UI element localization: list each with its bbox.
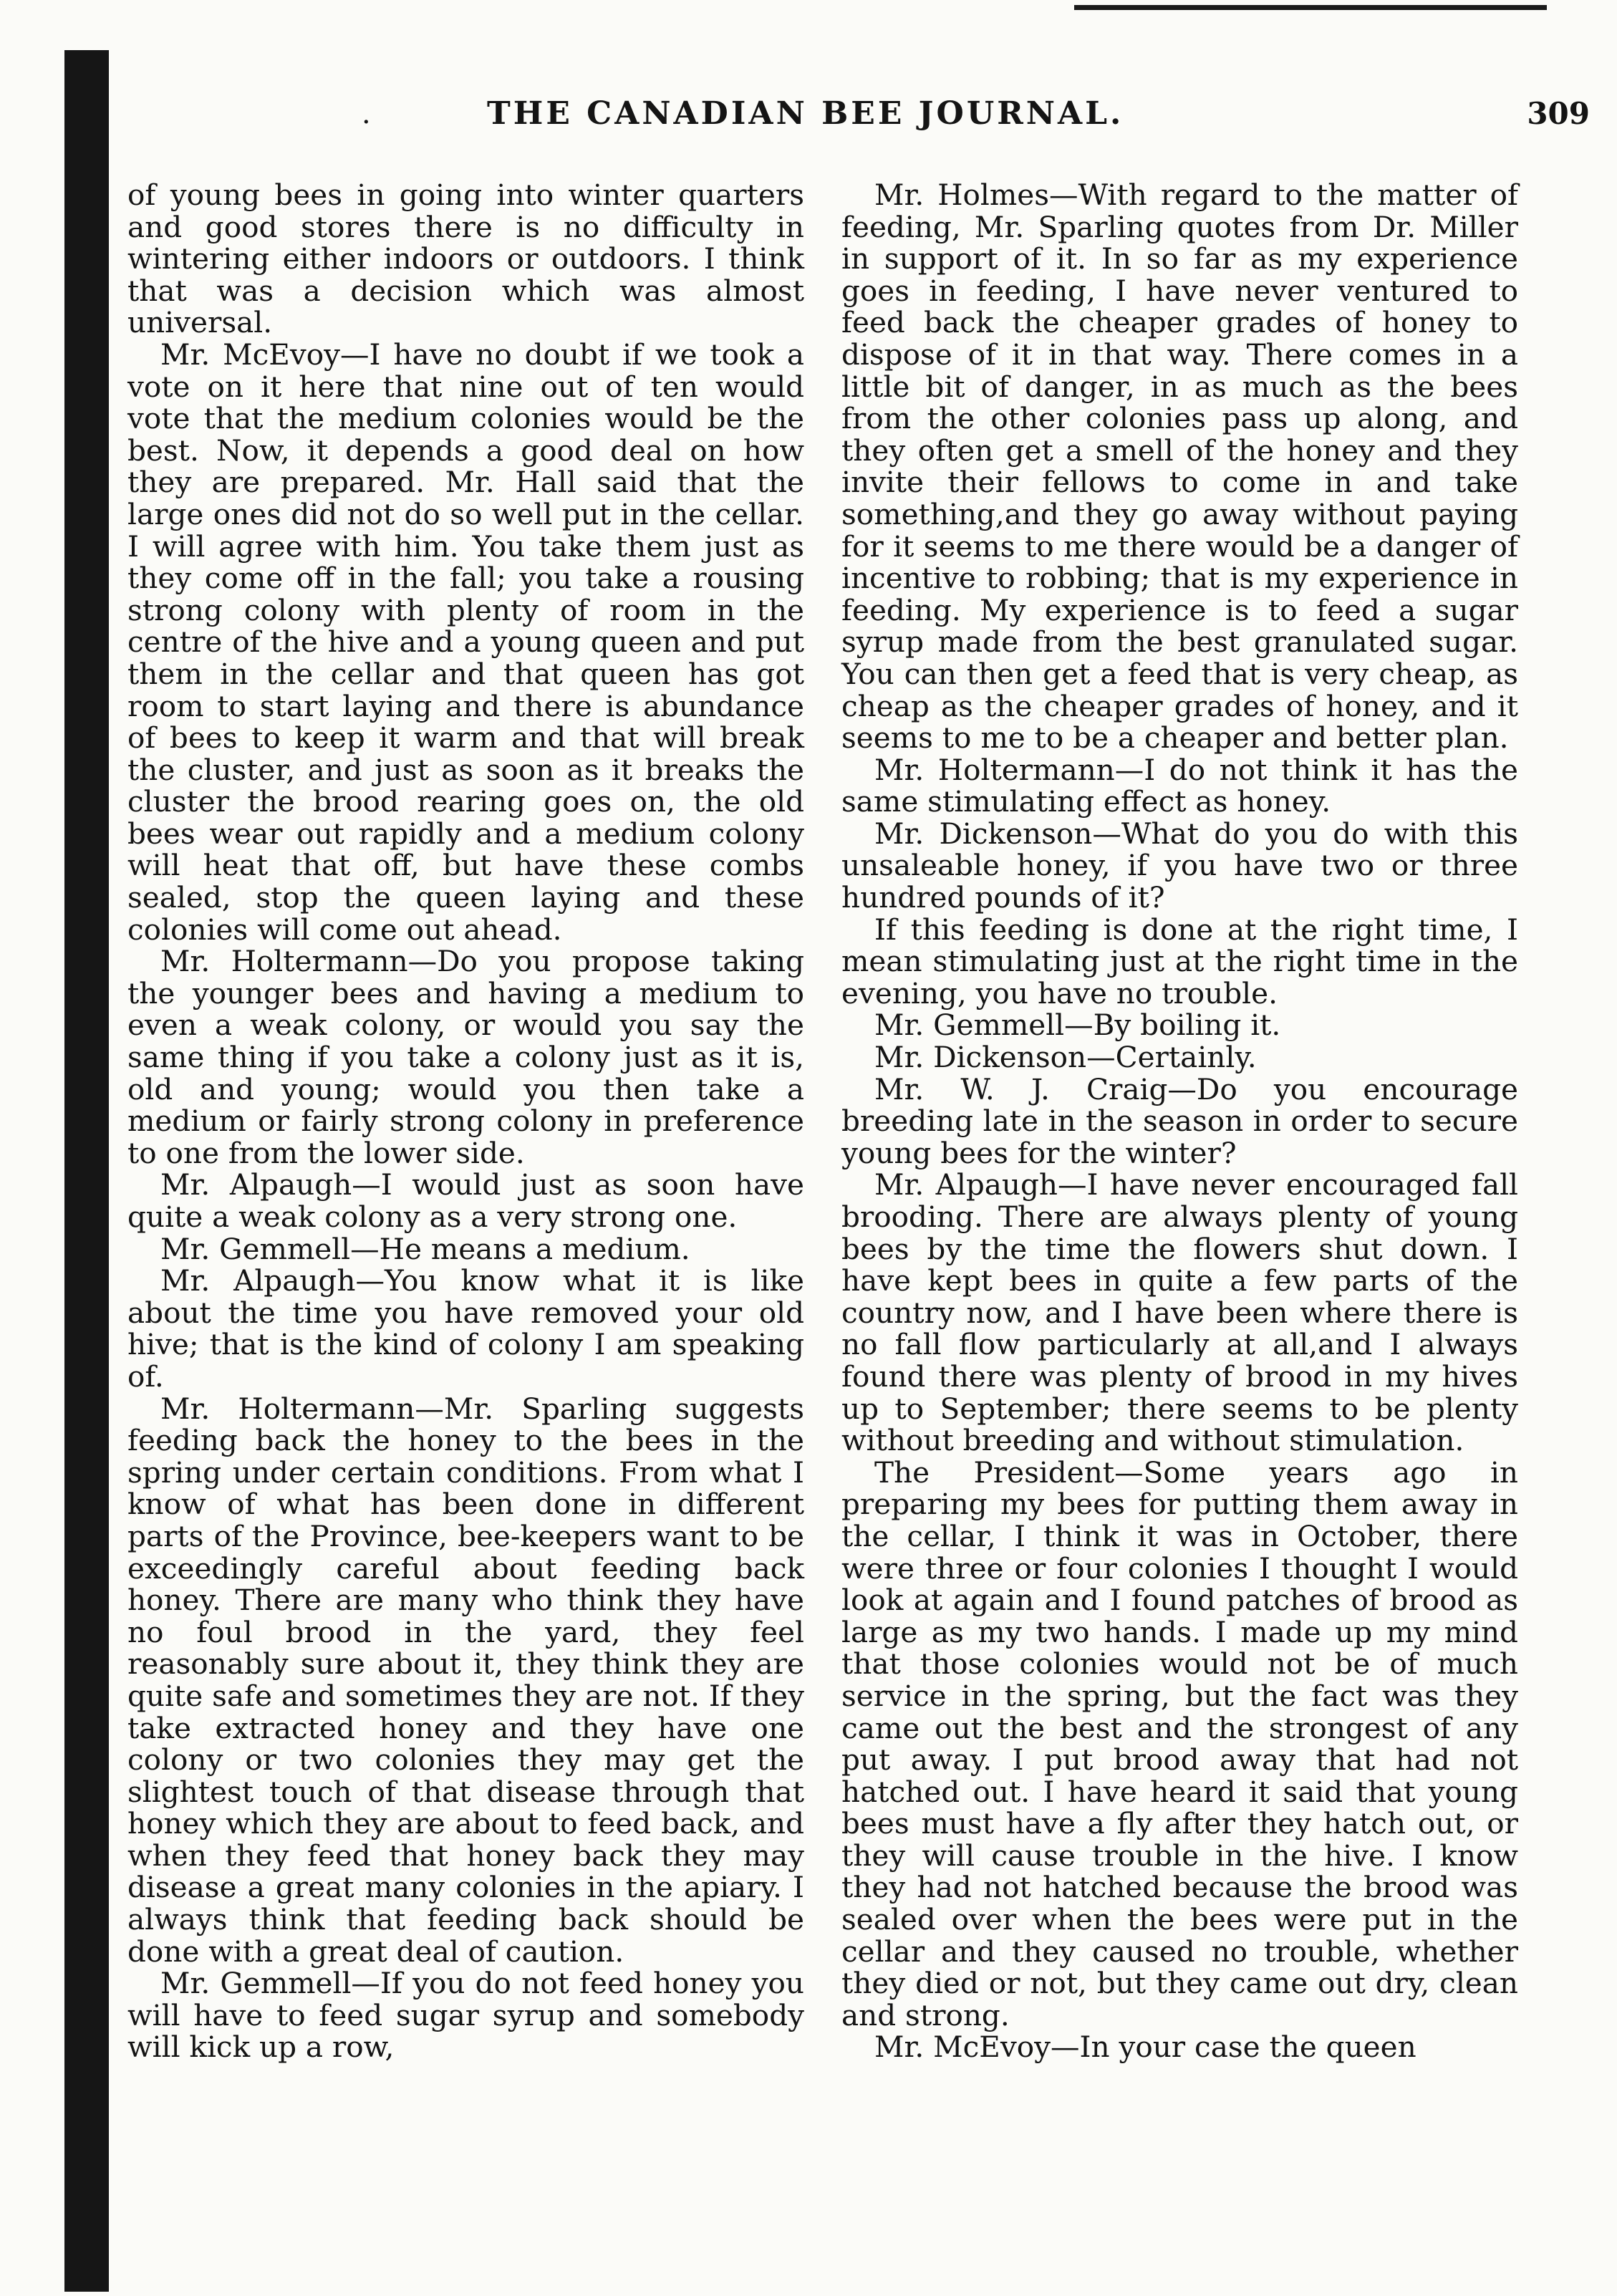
paragraph: Mr. Alpaugh—I would just as soon have quite a weak colony as a very strong one. [127,1167,804,1234]
journal-title: THE CANADIAN BEE JOURNAL. [487,95,1124,132]
page-number: 309 [1527,95,1590,131]
paragraph: Mr. Gemmell—If you do not feed honey you will have to feed sugar syrup and somebody will kick up a row, [127,1966,804,2065]
paragraph: The President—Some years ago in preparing my bees for putting them away in the cellar, I think it was in October, there were three or four colonies I thought I would look at again and I found patches of brood as large as my two hands. I made up my mind that those colonies would not be of much service in the spring, but the fact was they came out the best and the strongest of any put away. I put brood away that had not hatched out. I have heard it said that young bees must have a fly after they hatch out, or they will cause trouble in the hive. I know they had not hatched because the brood was sealed over when the bees were put in the cellar and they caused no trouble, whether they died or not, but they came out dry, clean and strong. [841,1455,1518,2032]
running-header [487,85,1590,142]
paragraph: Mr. Alpaugh—I have never encouraged fall brooding. There are always plenty of young bees by the time the flowers shut down. I have kept bees in quite a few parts of the country now, and I have been where there is no fall flow particularly at all,and I always found there was plenty of brood in my hives up to September; there seems to be plenty without breeding and without stimulation. [841,1167,1518,1458]
paragraph: Mr. Holtermann—I do not think it has the same stimulating effect as honey. [841,752,1518,819]
binding-edge [64,50,109,2292]
paragraph: Mr. Holtermann—Mr. Sparling suggests feeding back the honey to the bees in the spring under certain conditions. From what I know of what has been done in different parts of the Province, bee-keepers want to be exceedingly careful about feeding back honey. There are many who think they have no foul brood in the yard, they feel reasonably sure about it, they think they are quite safe and sometimes they are not. If they take extracted honey and they have one colony or two colonies they may get the slightest touch of that disease through that honey which they are about to feed back, and when they feed that honey back they may disease a great many colonies in the apiary. I always think that feeding back should be done with a great deal of caution. [127,1391,804,1969]
paragraph: Mr. McEvoy—In your case the queen [874,2030,1416,2065]
paragraph: If this feeding is done at the right time, I mean stimulating just at the right time in the evening, you have no trouble. [841,912,1518,1010]
paragraph: Mr. Alpaugh—You know what it is like about the time you have removed your old hive; that is the kind of colony I am speaking of. [127,1263,804,1394]
paragraph: Mr. W. J. Craig—Do you encourage breeding late in the season in order to secure young bees for the winter? [841,1071,1518,1170]
paragraph: Mr. Dickenson—Certainly. [874,1040,1257,1075]
print-speck: · [362,106,371,139]
paragraph: Mr. Gemmell—He means a medium. [160,1231,690,1266]
paragraph: Mr. Holtermann—Do you propose taking the younger bees and having a medium to even a weak colony, or would you say the same thing if you take a colony just as it is, old and young; would you then take a medium or fairly strong colony in preference to one from the lower side. [127,944,804,1170]
paragraph: Mr. Gemmell—By boiling it. [874,1008,1281,1043]
paragraph: Mr. Holmes—With regard to the matter of feeding, Mr. Sparling quotes from Dr. Miller in support of it. In so far as my experience goes in feeding, I have never ventured to feed back the cheaper grades of honey to dispose of it in that way. There comes in a little bit of danger, in as much as the bees from the other colonies pass up along, and they often get a smell of the honey and they invite their fellows to come in and take something,and they go away without paying for it seems to me there would be a danger of incentive to robbing; that is my experience in feeding. My experience is to feed a sugar syrup made from the best granulated sugar. You can then get a feed that is very cheap, as cheap as the cheaper grades of honey, and it seems to me to be a cheaper and better plan. [841,178,1518,756]
top-rule [1074,0,1547,10]
paragraph: Mr. McEvoy—I have no doubt if we took a vote on it here that nine out of ten would vote that the medium colonies would be the best. Now, it depends a good deal on how they are prepared. Mr. Hall said that the large ones did not do so well put in the cellar. I will agree with him. You take them just as they come off in the fall; you take a rousing strong colony with plenty of room in the centre of the hive and a young queen and put them in the cellar and that queen has got room to start laying and there is abundance of bees to keep it warm and that will break the cluster, and just as soon as it breaks the cluster the brood rearing goes on, the old bees wear out rapidly and a medium colony will heat that off, but have these combs sealed, stop the queen laying and these colonies will come out ahead. [127,337,804,947]
paragraph: Mr. Dickenson—What do you do with this unsaleable honey, if you have two or three hundred pounds of it? [841,816,1518,915]
paragraph: of young bees in going into winter quarters and good stores there is no difficulty in wintering either indoors or outdoors. I think that was a decision which was almost universal. [127,178,804,340]
left-column [127,179,804,2063]
right-column [841,179,1518,2063]
